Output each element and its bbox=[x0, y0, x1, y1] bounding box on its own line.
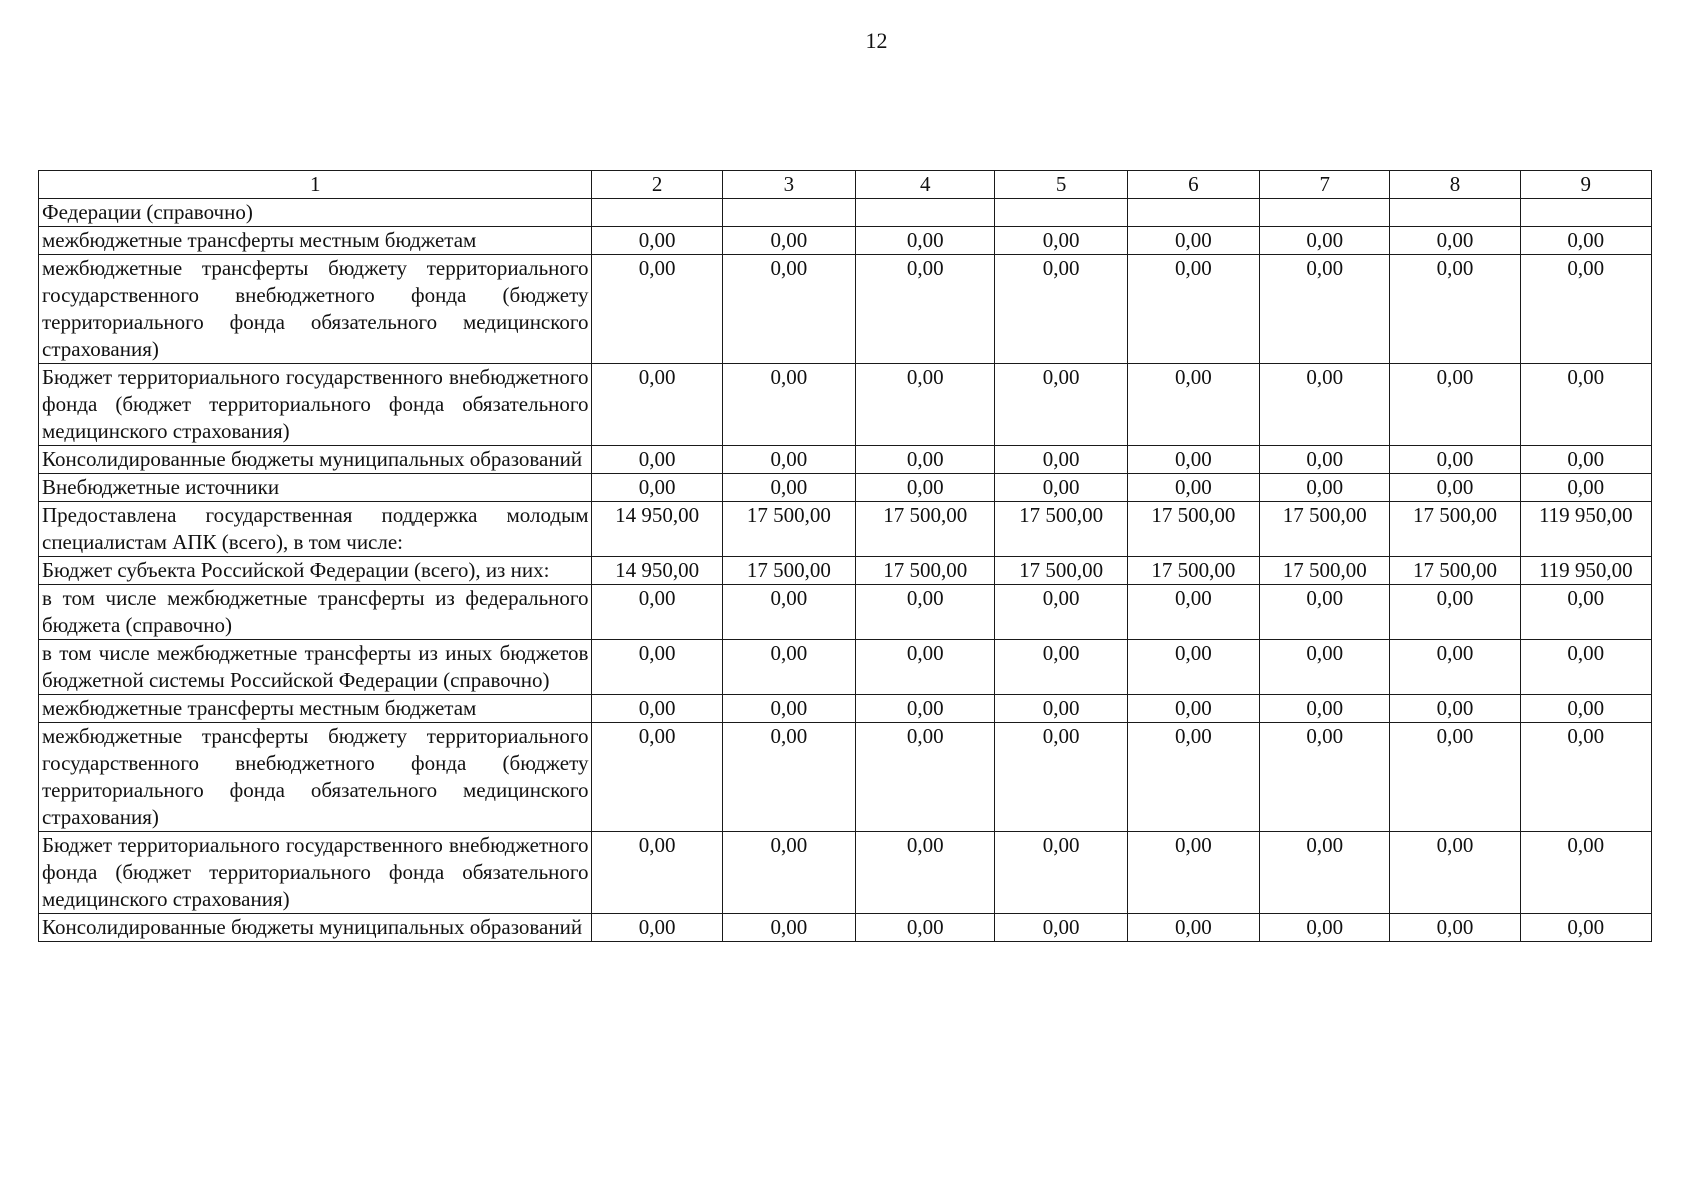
row-value: 0,00 bbox=[1260, 585, 1390, 640]
row-value bbox=[856, 199, 995, 227]
table-body bbox=[39, 171, 1652, 942]
column-header: 5 bbox=[995, 171, 1127, 199]
row-label: Бюджет территориального государственного внебюджетного фонда (бюджет территориального фонда обязательного медицинского страхования) bbox=[39, 364, 592, 446]
row-value: 0,00 bbox=[1260, 695, 1390, 723]
row-value: 0,00 bbox=[995, 474, 1127, 502]
row-value: 0,00 bbox=[1520, 255, 1651, 364]
row-value bbox=[722, 199, 855, 227]
row-value: 17 500,00 bbox=[1390, 502, 1520, 557]
page-number: 12 bbox=[865, 28, 888, 53]
row-value: 0,00 bbox=[1390, 914, 1520, 942]
row-value bbox=[1390, 199, 1520, 227]
row-value: 0,00 bbox=[995, 585, 1127, 640]
row-value: 0,00 bbox=[722, 585, 855, 640]
row-value: 0,00 bbox=[1260, 255, 1390, 364]
row-value: 0,00 bbox=[1127, 640, 1259, 695]
row-value: 0,00 bbox=[1390, 695, 1520, 723]
row-label: Бюджет субъекта Российской Федерации (всего), из них: bbox=[39, 557, 592, 585]
table-row bbox=[39, 502, 1652, 557]
row-value: 0,00 bbox=[856, 227, 995, 255]
row-value: 0,00 bbox=[1520, 832, 1651, 914]
row-value: 0,00 bbox=[1260, 474, 1390, 502]
row-value: 0,00 bbox=[995, 640, 1127, 695]
row-value: 0,00 bbox=[1390, 446, 1520, 474]
row-label: в том числе межбюджетные трансферты из иных бюджетов бюджетной системы Российской Федерации (справочно) bbox=[39, 640, 592, 695]
header-row bbox=[39, 171, 1652, 199]
row-label: Бюджет территориального государственного внебюджетного фонда (бюджет территориального фонда обязательного медицинского страхования) bbox=[39, 832, 592, 914]
row-value: 0,00 bbox=[592, 446, 722, 474]
row-value: 0,00 bbox=[592, 474, 722, 502]
row-value: 0,00 bbox=[722, 474, 855, 502]
row-value: 0,00 bbox=[722, 723, 855, 832]
row-label: Федерации (справочно) bbox=[39, 199, 592, 227]
row-value: 0,00 bbox=[856, 695, 995, 723]
row-label: межбюджетные трансферты бюджету территориального государственного внебюджетного фонда (бюджету территориального фонда обязательного медицинского страхования) bbox=[39, 723, 592, 832]
row-value: 0,00 bbox=[1260, 914, 1390, 942]
row-value bbox=[995, 199, 1127, 227]
column-header: 2 bbox=[592, 171, 722, 199]
table-row bbox=[39, 585, 1652, 640]
table-row bbox=[39, 695, 1652, 723]
row-value: 0,00 bbox=[592, 364, 722, 446]
row-value: 0,00 bbox=[1520, 914, 1651, 942]
row-value: 0,00 bbox=[995, 446, 1127, 474]
row-value: 17 500,00 bbox=[722, 502, 855, 557]
row-value: 17 500,00 bbox=[856, 557, 995, 585]
column-header: 3 bbox=[722, 171, 855, 199]
row-value: 0,00 bbox=[722, 914, 855, 942]
row-value: 0,00 bbox=[995, 832, 1127, 914]
row-label: межбюджетные трансферты местным бюджетам bbox=[39, 227, 592, 255]
column-header: 7 bbox=[1260, 171, 1390, 199]
row-value: 17 500,00 bbox=[1390, 557, 1520, 585]
row-value: 0,00 bbox=[1520, 695, 1651, 723]
row-value: 0,00 bbox=[1390, 832, 1520, 914]
row-value: 0,00 bbox=[1390, 364, 1520, 446]
row-value: 17 500,00 bbox=[1260, 502, 1390, 557]
row-value: 0,00 bbox=[1127, 227, 1259, 255]
row-value: 0,00 bbox=[1260, 832, 1390, 914]
row-value bbox=[1127, 199, 1259, 227]
budget-table bbox=[38, 170, 1652, 942]
row-value: 0,00 bbox=[1390, 227, 1520, 255]
row-label: Внебюджетные источники bbox=[39, 474, 592, 502]
row-value: 0,00 bbox=[856, 255, 995, 364]
row-value: 0,00 bbox=[1520, 723, 1651, 832]
row-value: 0,00 bbox=[856, 364, 995, 446]
column-header: 6 bbox=[1127, 171, 1259, 199]
row-label: Консолидированные бюджеты муниципальных образований bbox=[39, 914, 592, 942]
row-value: 0,00 bbox=[1390, 585, 1520, 640]
row-value: 14 950,00 bbox=[592, 557, 722, 585]
row-value: 0,00 bbox=[1260, 227, 1390, 255]
row-value: 0,00 bbox=[1127, 255, 1259, 364]
row-value: 0,00 bbox=[1127, 914, 1259, 942]
table-row bbox=[39, 474, 1652, 502]
row-value: 0,00 bbox=[722, 832, 855, 914]
row-value: 0,00 bbox=[1260, 640, 1390, 695]
row-value: 0,00 bbox=[1260, 446, 1390, 474]
column-header: 4 bbox=[856, 171, 995, 199]
row-value: 0,00 bbox=[1520, 474, 1651, 502]
row-value: 0,00 bbox=[1520, 446, 1651, 474]
row-value: 0,00 bbox=[592, 695, 722, 723]
row-value: 0,00 bbox=[592, 255, 722, 364]
row-value: 0,00 bbox=[856, 585, 995, 640]
row-value: 0,00 bbox=[856, 914, 995, 942]
row-value: 119 950,00 bbox=[1520, 502, 1651, 557]
table-row bbox=[39, 914, 1652, 942]
table-row bbox=[39, 199, 1652, 227]
column-header: 1 bbox=[39, 171, 592, 199]
row-value: 0,00 bbox=[1260, 723, 1390, 832]
row-value: 0,00 bbox=[1520, 227, 1651, 255]
row-label: межбюджетные трансферты местным бюджетам bbox=[39, 695, 592, 723]
table-row bbox=[39, 640, 1652, 695]
row-value: 0,00 bbox=[1520, 640, 1651, 695]
row-value: 0,00 bbox=[995, 723, 1127, 832]
table-row bbox=[39, 227, 1652, 255]
row-value: 17 500,00 bbox=[995, 502, 1127, 557]
row-value bbox=[1520, 199, 1651, 227]
row-value: 0,00 bbox=[995, 255, 1127, 364]
row-value: 0,00 bbox=[722, 255, 855, 364]
row-value bbox=[1260, 199, 1390, 227]
row-label: Предоставлена государственная поддержка молодым специалистам АПК (всего), в том числе: bbox=[39, 502, 592, 557]
row-value: 17 500,00 bbox=[1127, 502, 1259, 557]
row-label: Консолидированные бюджеты муниципальных образований bbox=[39, 446, 592, 474]
row-value: 0,00 bbox=[592, 640, 722, 695]
row-label: в том числе межбюджетные трансферты из федерального бюджета (справочно) bbox=[39, 585, 592, 640]
row-value: 0,00 bbox=[995, 227, 1127, 255]
row-value: 0,00 bbox=[1127, 723, 1259, 832]
row-value: 0,00 bbox=[722, 227, 855, 255]
row-value: 119 950,00 bbox=[1520, 557, 1651, 585]
row-label: межбюджетные трансферты бюджету территориального государственного внебюджетного фонда (бюджету территориального фонда обязательного медицинского страхования) bbox=[39, 255, 592, 364]
table-row bbox=[39, 557, 1652, 585]
table-row bbox=[39, 364, 1652, 446]
row-value: 17 500,00 bbox=[1260, 557, 1390, 585]
column-header: 8 bbox=[1390, 171, 1520, 199]
row-value: 17 500,00 bbox=[1127, 557, 1259, 585]
table-row bbox=[39, 446, 1652, 474]
table-row bbox=[39, 832, 1652, 914]
row-value: 0,00 bbox=[722, 640, 855, 695]
row-value: 0,00 bbox=[722, 446, 855, 474]
row-value: 0,00 bbox=[995, 364, 1127, 446]
table-row bbox=[39, 723, 1652, 832]
row-value: 17 500,00 bbox=[722, 557, 855, 585]
row-value: 17 500,00 bbox=[995, 557, 1127, 585]
row-value: 0,00 bbox=[592, 832, 722, 914]
row-value: 0,00 bbox=[856, 474, 995, 502]
row-value: 0,00 bbox=[1127, 474, 1259, 502]
row-value: 0,00 bbox=[995, 914, 1127, 942]
row-value: 0,00 bbox=[1127, 585, 1259, 640]
row-value: 0,00 bbox=[1520, 364, 1651, 446]
row-value: 0,00 bbox=[592, 914, 722, 942]
row-value: 0,00 bbox=[1127, 446, 1259, 474]
row-value: 0,00 bbox=[856, 832, 995, 914]
row-value: 14 950,00 bbox=[592, 502, 722, 557]
row-value: 0,00 bbox=[995, 695, 1127, 723]
row-value: 0,00 bbox=[1127, 695, 1259, 723]
row-value: 0,00 bbox=[592, 723, 722, 832]
table-row bbox=[39, 255, 1652, 364]
row-value: 0,00 bbox=[1127, 364, 1259, 446]
row-value: 0,00 bbox=[1127, 832, 1259, 914]
row-value: 0,00 bbox=[856, 446, 995, 474]
row-value bbox=[592, 199, 722, 227]
row-value: 0,00 bbox=[592, 585, 722, 640]
column-header: 9 bbox=[1520, 171, 1651, 199]
row-value: 0,00 bbox=[1260, 364, 1390, 446]
row-value: 0,00 bbox=[722, 364, 855, 446]
row-value: 0,00 bbox=[1390, 640, 1520, 695]
row-value: 0,00 bbox=[592, 227, 722, 255]
row-value: 0,00 bbox=[1390, 723, 1520, 832]
row-value: 17 500,00 bbox=[856, 502, 995, 557]
row-value: 0,00 bbox=[856, 640, 995, 695]
row-value: 0,00 bbox=[1520, 585, 1651, 640]
row-value: 0,00 bbox=[1390, 255, 1520, 364]
row-value: 0,00 bbox=[722, 695, 855, 723]
row-value: 0,00 bbox=[1390, 474, 1520, 502]
row-value: 0,00 bbox=[856, 723, 995, 832]
